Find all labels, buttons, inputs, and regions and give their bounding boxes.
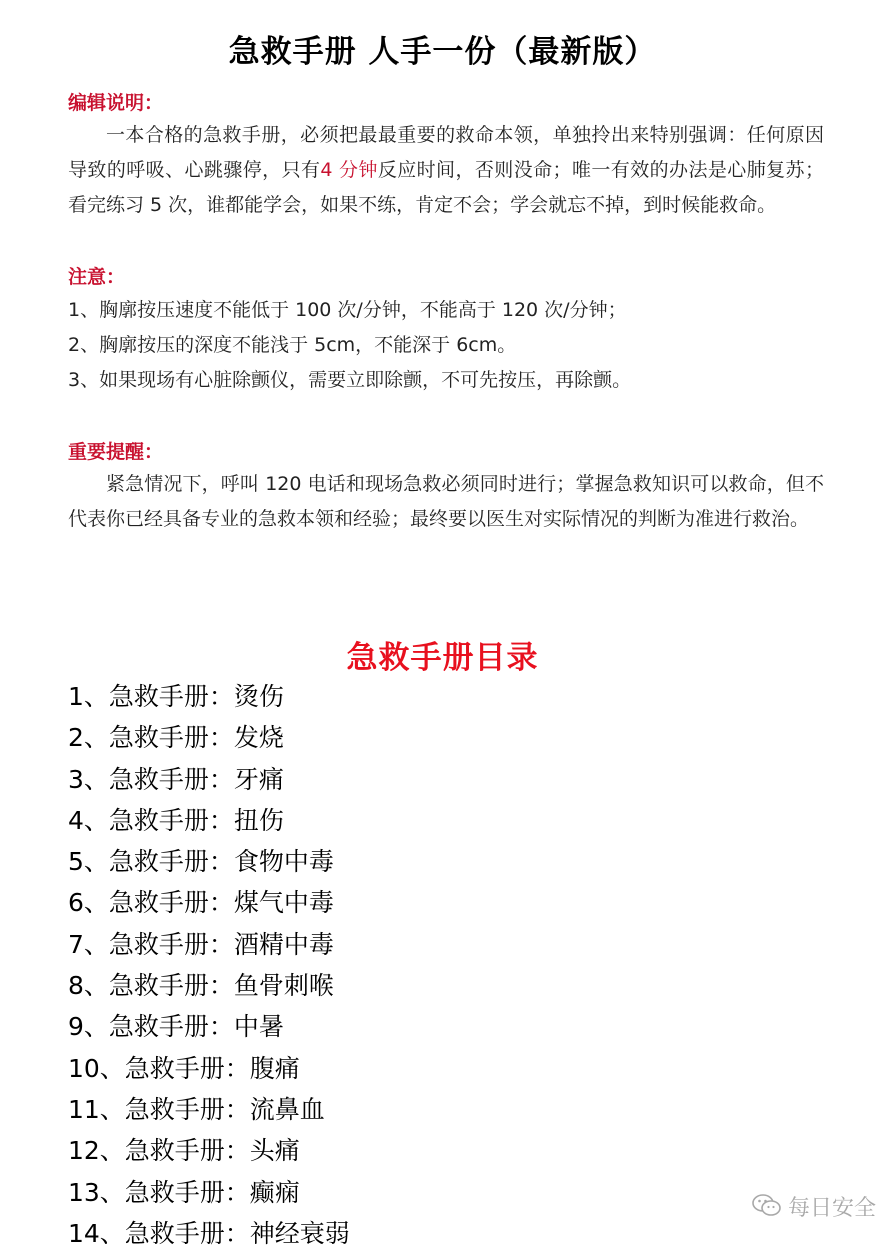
toc-item-8: 8、急救手册：鱼骨刺喉 [68, 971, 334, 1001]
editor-note-paragraph [68, 118, 824, 223]
watermark-text: 每日安全 [788, 1195, 877, 1221]
attention-item-1: 1、胸廓按压速度不能低于 100 次/分钟，不能高于 120 次/分钟； [68, 299, 627, 321]
attention-label: 注意： [68, 266, 126, 288]
toc-item-9: 9、急救手册：中暑 [68, 1012, 284, 1042]
toc-item-7: 7、急救手册：酒精中毒 [68, 929, 334, 959]
toc-item-5: 5、急救手册：食物中毒 [68, 847, 334, 877]
attention-item-3: 3、如果现场有心脏除颤仪，需要立即除颤，不可先按压，再除颤。 [68, 369, 632, 391]
toc-item-2: 2、急救手册：发烧 [68, 723, 284, 753]
page-title: 急救手册 人手一份（最新版） [228, 34, 657, 70]
toc-item-13: 13、急救手册：癫痫 [68, 1177, 300, 1207]
toc-item-14: 14、急救手册：神经衰弱 [68, 1218, 350, 1248]
editor-note-text-before: 一本合格的急救手册，必须把最最重要的救命本领，单独拎出来特别强调：任何原因导致的呼吸、心跳骤停，只有 [68, 124, 824, 181]
toc-list [68, 676, 350, 1254]
toc-item-12: 12、急救手册：头痛 [68, 1136, 300, 1166]
watermark [752, 1186, 876, 1226]
toc-item-10: 10、急救手册：腹痛 [68, 1053, 300, 1083]
editor-note-text-after: 反应时间，否则没命；唯一有效的办法是心肺复苏；看完练习 5 次，谁都能学会，如果不练，肯定不会；学会就忘不掉，到时候能救命。 [68, 159, 824, 216]
attention-item-2: 2、胸廓按压的深度不能浅于 5cm，不能深于 6cm。 [68, 334, 517, 356]
toc-title: 急救手册目录 [346, 640, 539, 676]
reminder-label: 重要提醒： [68, 441, 164, 463]
toc-item-11: 11、急救手册：流鼻血 [68, 1094, 325, 1124]
wechat-icon [752, 1193, 782, 1219]
toc-item-1: 1、急救手册：烫伤 [68, 682, 284, 711]
editor-note-label: 编辑说明： [68, 92, 164, 114]
reminder-paragraph: 紧急情况下，呼叫 120 电话和现场急救必须同时进行；掌握急救知识可以救命，但不代表你已经具备专业的急救本领和经验；最终要以医生对实际情况的判断为准进行救治。 [68, 473, 824, 530]
toc-item-4: 4、急救手册：扭伤 [68, 805, 284, 835]
toc-item-6: 6、急救手册：煤气中毒 [68, 888, 334, 918]
editor-note-highlight: 4 分钟 [320, 159, 378, 181]
toc-item-3: 3、急救手册：牙痛 [68, 764, 284, 794]
